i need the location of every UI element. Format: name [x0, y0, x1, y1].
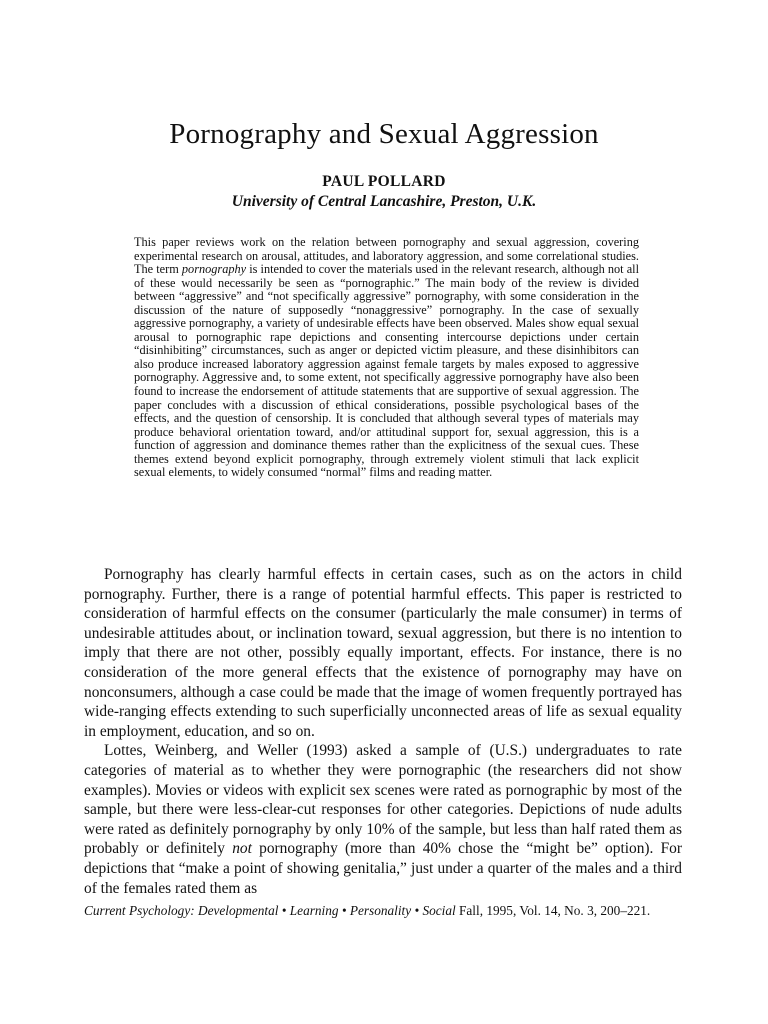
abstract — [134, 236, 639, 480]
body-paragraph-2-emphasis: not — [232, 840, 252, 858]
body-paragraph-1: Pornography has clearly harmful effects in certain cases, such as on the actors in child pornography. Further, there is a range of potential harmful effects. This paper is restricted to consideration of harmful effects on the consumer (particularly the male consumer) in terms of undesirable attitudes about, or inclination toward, sexual aggression, but there is no intention to imply that there are not other, possibly equally important, effects. For instance, there is no consideration of the more general effects that the existence of pornography may have on nonconsumers, although a case could be made that the image of women frequently portrayed has wide-ranging effects extending to such superficially unconnected areas of life as sexual equality in employment, education, and so on. — [84, 566, 682, 740]
abstract-text-rest: is intended to cover the materials used in the relevant research, although not all of these would necessarily be seen as “pornographic.” The main body of the review is divided between “aggressive” and “not specifically aggressive” pornography, with some consideration in the discussion of the nature of supposedly “nonaggressive” pornography. In the case of sexually aggressive pornography, a variety of undesirable effects have been observed. Males show equal sexual arousal to pornographic rape depictions and consenting intercourse depictions under certain “disinhibiting” circumstances, such as anger or depicted victim pleasure, and these disinhibitors can also produce increased laboratory aggression against female targets by males exposed to aggressive pornography. Aggressive and, to some extent, not specifically aggressive pornography have also been found to increase the endorsement of attitude statements that are supportive of sexual aggression. The paper concludes with a discussion of ethical considerations, possible psychological bases of the effects, and the question of censorship. It is concluded that although several types of materials may produce behavioral orientation toward, and/or attitudinal support for, sexual aggression, this is a function of aggression and dominance themes rather than the explicitness of the sexual cues. These themes extend beyond explicit pornography, through extremely violent stimuli that lack explicit sexual elements, to widely consumed “normal” films and reading matter. — [134, 262, 639, 480]
abstract-text-start: This paper reviews work on the relation between pornography and sexual aggression, covering experimental research on arousal, attitudes, and laboratory aggression, and some correlational studies. The term — [134, 235, 639, 277]
body-text — [84, 565, 682, 898]
author-affiliation: University of Central Lancashire, Preston, U.K. — [231, 193, 537, 210]
paper-title: Pornography and Sexual Aggression — [169, 118, 599, 150]
citation-details: Fall, 1995, Vol. 14, No. 3, 200–221. — [455, 903, 651, 918]
journal-name: Current Psychology: Developmental • Learning • Personality • Social — [84, 903, 456, 918]
abstract-term: pornography — [181, 262, 247, 277]
journal-citation — [84, 903, 682, 919]
author-name: PAUL POLLARD — [322, 173, 446, 190]
body-paragraph-2 — [84, 741, 682, 898]
body-paragraph-2-start: Lottes, Weinberg, and Weller (1993) asked a sample of (U.S.) undergraduates to rate categories of material as to whether they were pornographic (the researchers did not show examples). Movies or videos with explicit sex scenes were rated as pornographic by most of the sample, but there were less-clear-cut responses for other categories. Depictions of nude adults were rated as definitely pornography by only 10% of the sample, but less than half rated them as probably or definitely — [84, 742, 682, 858]
body-paragraph-2-end: pornography (more than 40% chose the “might be” option). For depictions that “make a point of showing genitalia,” just under a quarter of the males and a third of the females rated them as — [84, 840, 682, 897]
